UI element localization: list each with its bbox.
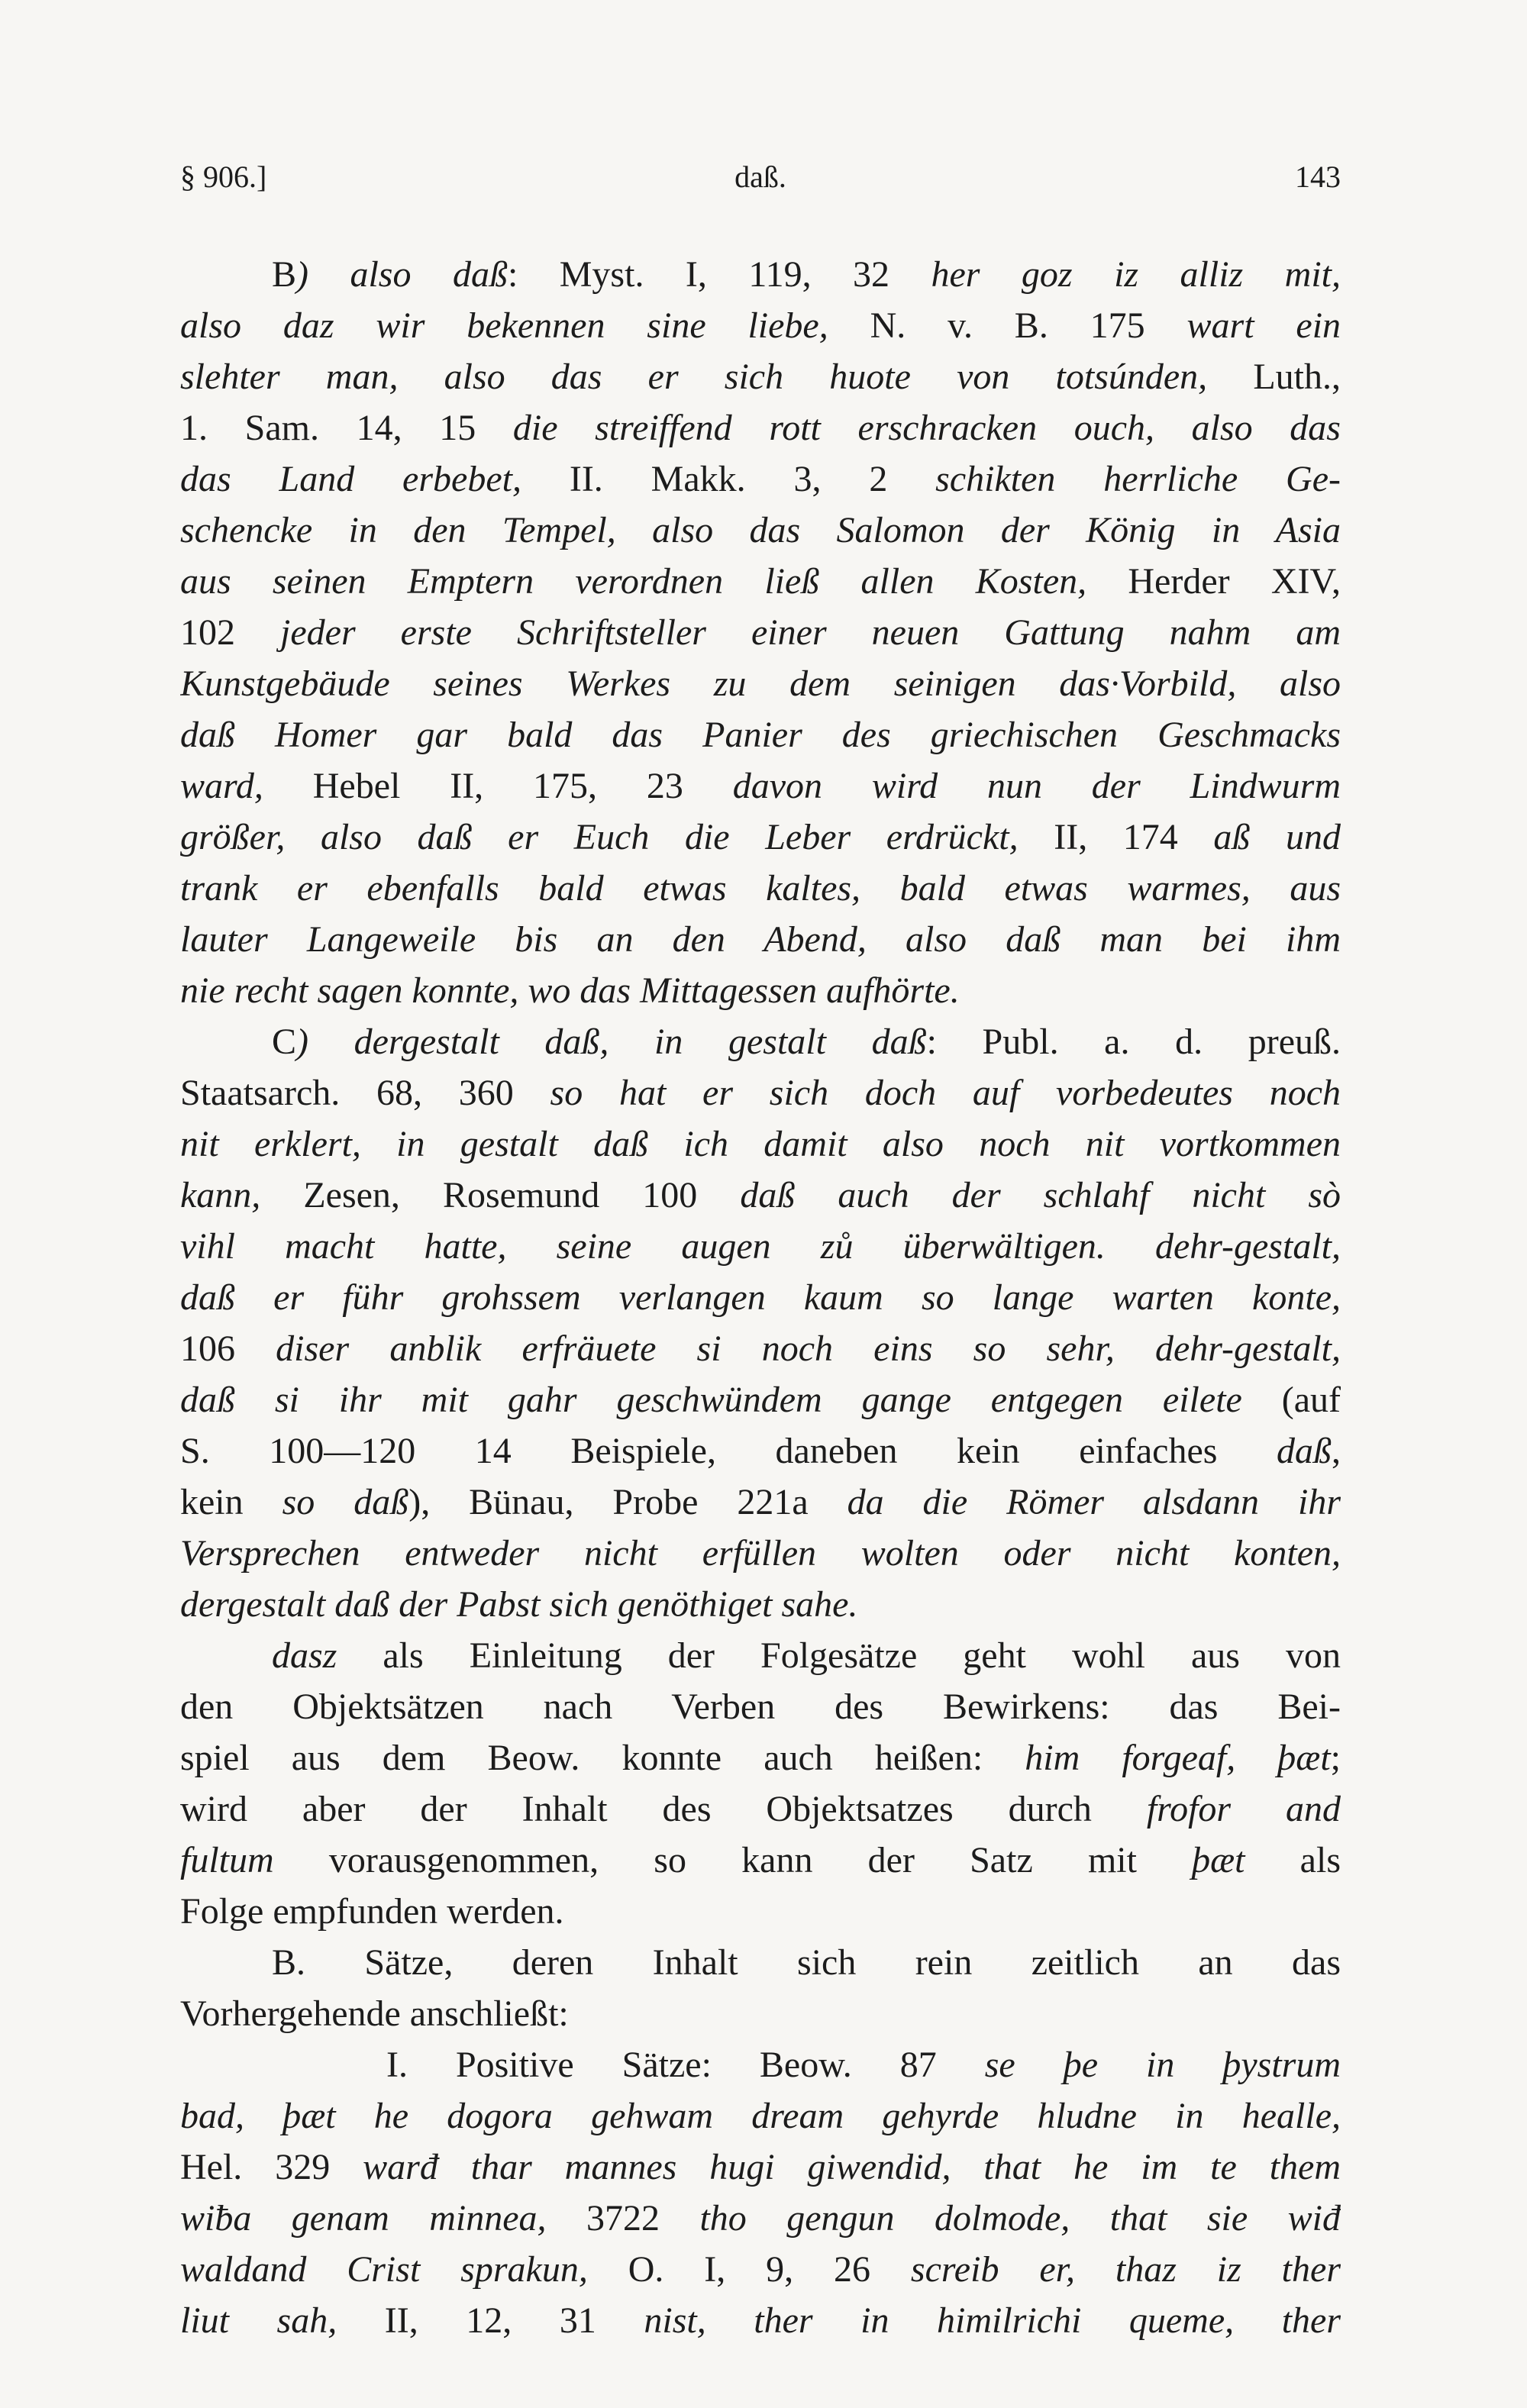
text-line: vihl macht hatte, seine augen zů überwältigen. dehr-gestalt,	[180, 1226, 1341, 1267]
running-header	[180, 159, 1341, 197]
text-line: wiƀa genam minnea, 3722 tho gengun dolmode, that sie wiđ	[180, 2198, 1341, 2239]
text-line: schencke in den Tempel, also das Salomon der König in Asia	[180, 510, 1341, 550]
text-line: Versprechen entweder nicht erfüllen wolten oder nicht konten,	[180, 1533, 1341, 1574]
text-line: wird aber der Inhalt des Objektsatzes durch frofor and	[180, 1789, 1341, 1829]
text-line: also daz wir bekennen sine liebe, N. v. B. 175 wart ein	[180, 305, 1341, 346]
text-line: I. Positive Sätze: Beow. 87 se þe in þystrum	[386, 2045, 1341, 2085]
page-number: 143	[1295, 160, 1341, 194]
text-line: kein so daß), Bünau, Probe 221a da die Römer alsdann ihr	[180, 1482, 1341, 1522]
text-line: B. Sätze, deren Inhalt sich rein zeitlich an das	[272, 1942, 1341, 1983]
text-line: das Land erbebet, II. Makk. 3, 2 schikten herrliche Ge-	[180, 459, 1341, 499]
section-number: § 906.]	[180, 160, 267, 194]
text-line: Vorhergehende anschließt:	[180, 1993, 569, 2034]
text-line: nie recht sagen konnte, wo das Mittagessen aufhörte.	[180, 970, 960, 1011]
text-line: S. 100—120 14 Beispiele, daneben kein einfaches daß,	[180, 1431, 1341, 1471]
text-line: dasz als Einleitung der Folgesätze geht wohl aus von	[272, 1635, 1341, 1676]
text-line: liut sah, II, 12, 31 nist, ther in himilrichi queme, ther	[180, 2300, 1341, 2341]
text-line: spiel aus dem Beow. konnte auch heißen: him forgeaf, þæt;	[180, 1738, 1341, 1778]
text-line: Staatsarch. 68, 360 so hat er sich doch auf vorbedeutes noch	[180, 1073, 1341, 1113]
text-line: nit erklert, in gestalt daß ich damit also noch nit vortkommen	[180, 1124, 1341, 1164]
text-line: Kunstgebäude seines Werkes zu dem seinigen das·Vorbild, also	[180, 663, 1341, 704]
text-line: 1. Sam. 14, 15 die streiffend rott erschracken ouch, also das	[180, 408, 1341, 448]
text-line: trank er ebenfalls bald etwas kaltes, bald etwas warmes, aus	[180, 868, 1341, 909]
text-line: fultum vorausgenommen, so kann der Satz mit þæt als	[180, 1840, 1341, 1880]
text-line: slehter man, also das er sich huote von totsúnden, Luth.,	[180, 357, 1341, 397]
text-line: kann, Zesen, Rosemund 100 daß auch der schlahf nicht sò	[180, 1175, 1341, 1215]
text-line: daß Homer gar bald das Panier des griechischen Geschmacks	[180, 715, 1341, 755]
text-line: 106 diser anblik erfräuete si noch eins so sehr, dehr-gestalt,	[180, 1328, 1341, 1369]
body-text	[180, 249, 1341, 2346]
text-line: dergestalt daß der Pabst sich genöthiget sahe.	[180, 1584, 858, 1625]
text-line: größer, also daß er Euch die Leber erdrückt, II, 174 aß und	[180, 817, 1341, 857]
text-line: lauter Langeweile bis an den Abend, also daß man bei ihm	[180, 919, 1341, 960]
text-line: C) dergestalt daß, in gestalt daß: Publ. a. d. preuß.	[272, 1022, 1341, 1062]
text-line: den Objektsätzen nach Verben des Bewirkens: das Bei-	[180, 1687, 1341, 1727]
text-line: daß si ihr mit gahr geschwündem gange entgegen eilete (auf	[180, 1380, 1341, 1420]
text-line: ward, Hebel II, 175, 23 davon wird nun der Lindwurm	[180, 766, 1341, 806]
text-line: aus seinen Emptern verordnen ließ allen Kosten, Herder XIV,	[180, 561, 1341, 602]
text-line: Hel. 329 warđ thar mannes hugi giwendid, that he im te them	[180, 2147, 1341, 2187]
text-line: Folge empfunden werden.	[180, 1891, 564, 1932]
running-title: daß.	[734, 160, 786, 194]
text-line: bad, þæt he dogora gehwam dream gehyrde hludne in healle,	[180, 2096, 1341, 2136]
text-line: B) also daß: Myst. I, 119, 32 her goz iz alliz mit,	[272, 254, 1341, 295]
text-line: 102 jeder erste Schriftsteller einer neuen Gattung nahm am	[180, 612, 1341, 653]
text-line: daß er führ grohssem verlangen kaum so lange warten konte,	[180, 1277, 1341, 1318]
text-line: waldand Crist sprakun, O. I, 9, 26 screib er, thaz iz ther	[180, 2249, 1341, 2290]
